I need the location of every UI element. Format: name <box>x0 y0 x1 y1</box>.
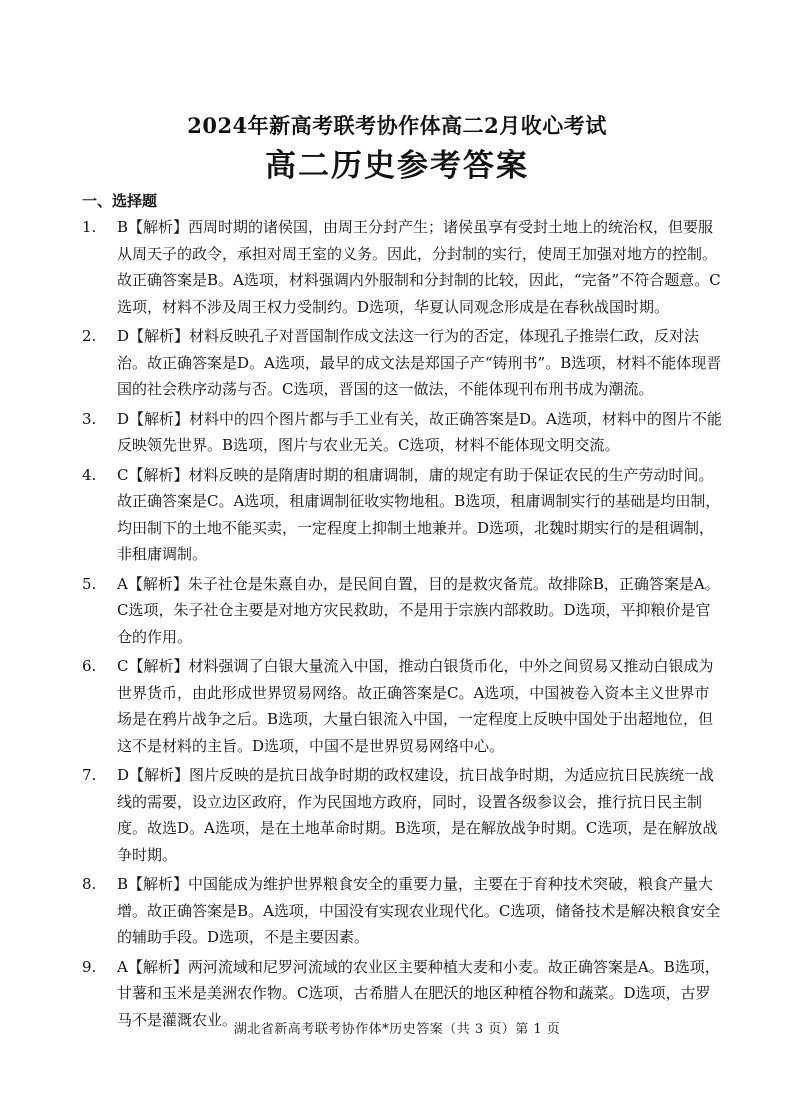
analysis-tag: 【解析】 <box>128 218 189 236</box>
analysis-tag: 【解析】 <box>128 875 189 893</box>
answer-item-5 <box>82 571 722 651</box>
analysis-text: 图片反映的是抗日战争时期的政权建设，抗日战争时期，为适应抗日民族统一战线的需要，设立边区政府，作为民国地方政府，同时，设置各级参议会，推行抗日民主制度。故选D。A选项，是在土地革命时期。B选项，是在解放战争时期。C选项，是在解放战争时期。 <box>117 766 718 864</box>
question-number: 6. <box>82 657 97 675</box>
analysis-text: 中国能成为维护世界粮食安全的重要力量，主要在于育种技术突破，粮食产量大增。故正确答案是B。A选项，中国没有实现农业现代化。C选项，储备技术是解决粮食安全的辅助手段。D选项，不是主要因素。 <box>117 875 721 946</box>
section-heading: 一、选择题 <box>82 192 158 210</box>
answer-letter: D <box>117 327 130 345</box>
analysis-text: 朱子社仓是朱熹自办，是民间自置，目的是救灾备荒。故排除B，正确答案是A。C选项，朱子社仓主要是对地方灾民救助，不是用于宗族内部救助。D选项，平抑粮价是官仓的作用。 <box>117 574 720 646</box>
analysis-tag: 【解析】 <box>129 327 190 345</box>
answer-item-2 <box>82 323 722 403</box>
analysis-tag: 【解析】 <box>129 409 190 428</box>
question-number: 9. <box>82 957 97 976</box>
analysis-text: 西周时期的诸侯国，由周王分封产生；诸侯虽享有受封土地上的统治权，但要服从周天子的政令，承担对周王室的义务。因此，分封制的实行，使周王加强对地方的控制。故正确答案是B。A选项，材料强调内外服制和分封制的比较，因此，“完备”不符合题意。C选项，材料不涉及周王权力受制约。D选项，华夏认同观念形成是在春秋战国时期。 <box>117 218 721 316</box>
question-number: 8. <box>82 875 97 893</box>
question-number: 5. <box>82 574 97 593</box>
answer-letter: C <box>117 657 129 675</box>
exam-title: 2024年新高考联考协作体高二2月收心考试 <box>187 113 607 138</box>
page-title: 高二历史参考答案 <box>265 148 529 184</box>
answer-item-4 <box>82 462 722 568</box>
answer-item-6 <box>82 653 722 759</box>
answer-list <box>82 214 722 1036</box>
analysis-tag: 【解析】 <box>127 957 188 976</box>
answer-letter: D <box>117 409 130 428</box>
answer-item-3 <box>82 406 722 459</box>
analysis-tag: 【解析】 <box>127 574 188 593</box>
answer-letter: B <box>117 218 129 236</box>
answer-item-7 <box>82 762 722 868</box>
analysis-tag: 【解析】 <box>129 766 190 784</box>
analysis-tag: 【解析】 <box>128 657 189 675</box>
answer-letter: A <box>117 574 128 593</box>
question-number: 4. <box>82 465 97 484</box>
analysis-text: 材料反映孔子对晋国制作成文法这一行为的否定，体现孔子推崇仁政，反对法治。故正确答案是D。A选项，最早的成文法是郑国子产“铸刑书”。B选项，材料不能体现晋国的社会秩序动荡与否。C选项，晋国的这一做法，不能体现刊布刑书成为潮流。 <box>117 327 722 398</box>
analysis-text: 材料反映的是隋唐时期的租庸调制，庸的规定有助于保证农民的生产劳动时间。故正确答案是C。A选项，租庸调制征收实物地租。B选项，租庸调制实行的基础是均田制，均田制下的土地不能买卖，一定程度上抑制土地兼并。D选项，北魏时期实行的是租调制，非租庸调制。 <box>117 465 721 563</box>
question-number: 7. <box>82 766 97 784</box>
question-number: 3. <box>82 409 97 428</box>
answer-letter: B <box>117 875 129 893</box>
answer-letter: C <box>117 465 129 484</box>
analysis-text: 材料强调了白银大量流入中国，推动白银货币化，中外之间贸易又推动白银成为世界货币，由此形成世界贸易网络。故正确答案是C。A选项，中国被卷入资本主义世界市场是在鸦片战争之后。B选项，大量白银流入中国，一定程度上反映中国处于出超地位，但这不是材料的主旨。D选项，中国不是世界贸易网络中心。 <box>117 657 714 755</box>
answer-letter: D <box>117 766 130 784</box>
question-number: 1. <box>82 218 97 236</box>
answer-item-8 <box>82 871 722 951</box>
answer-letter: A <box>117 957 128 976</box>
answer-item-1 <box>82 214 722 320</box>
analysis-text: 两河流域和尼罗河流域的农业区主要种植大麦和小麦。故正确答案是A。B选项，甘薯和玉米是美洲农作物。C选项，古希腊人在肥沃的地区种植谷物和蔬菜。D选项，古罗马不是灌溉农业。 <box>117 957 720 1029</box>
page-footer: 湖北省新高考联考协作体*历史答案（共 3 页）第 1 页 <box>233 1022 561 1037</box>
question-number: 2. <box>82 327 97 345</box>
analysis-tag: 【解析】 <box>128 465 189 484</box>
analysis-text: 材料中的四个图片都与手工业有关，故正确答案是D。A选项，材料中的图片不能反映领先世界。B选项，图片与农业无关。C选项，材料不能体现文明交流。 <box>117 409 722 454</box>
